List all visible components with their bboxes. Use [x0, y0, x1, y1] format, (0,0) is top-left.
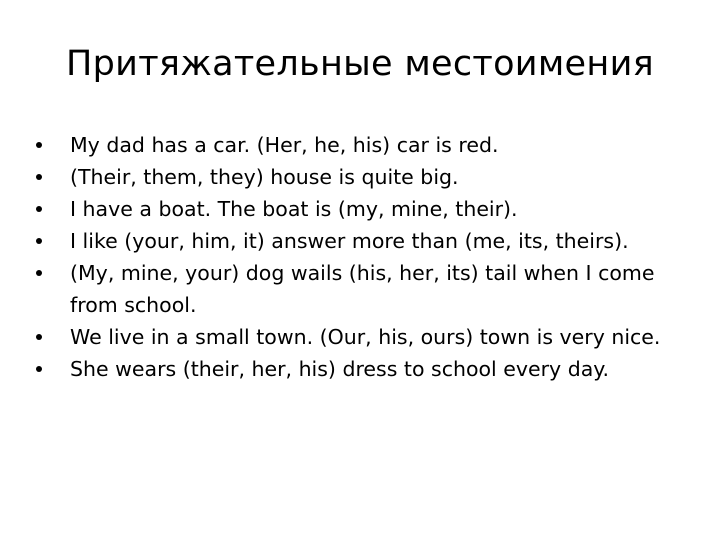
bullet-icon: [36, 238, 42, 244]
bullet-icon: [36, 142, 42, 148]
exercise-list: [36, 129, 676, 385]
exercise-text: We live in a small town. (Our, his, ours) town is very nice.: [70, 325, 661, 349]
slide-title: Притяжательные местоимения: [66, 44, 654, 84]
exercise-text: I have a boat. The boat is (my, mine, their).: [70, 197, 518, 221]
bullet-icon: [36, 366, 42, 372]
exercise-text: She wears (their, her, his) dress to school every day.: [70, 357, 609, 381]
exercise-text: (My, mine, your) dog wails (his, her, its) tail when I come from school.: [70, 261, 655, 317]
exercise-item: [36, 193, 676, 225]
exercise-text: I like (your, him, it) answer more than (me, its, theirs).: [70, 229, 629, 253]
exercise-item: [36, 129, 676, 161]
bullet-icon: [36, 270, 42, 276]
exercise-item: [36, 353, 676, 385]
exercise-item: [36, 225, 676, 257]
exercise-text: My dad has a car. (Her, he, his) car is red.: [70, 133, 499, 157]
bullet-icon: [36, 334, 42, 340]
exercise-item: [36, 161, 676, 193]
exercise-text: (Their, them, they) house is quite big.: [70, 165, 459, 189]
bullet-icon: [36, 206, 42, 212]
bullet-icon: [36, 174, 42, 180]
exercise-item: [36, 321, 676, 353]
exercise-item: [36, 257, 676, 321]
